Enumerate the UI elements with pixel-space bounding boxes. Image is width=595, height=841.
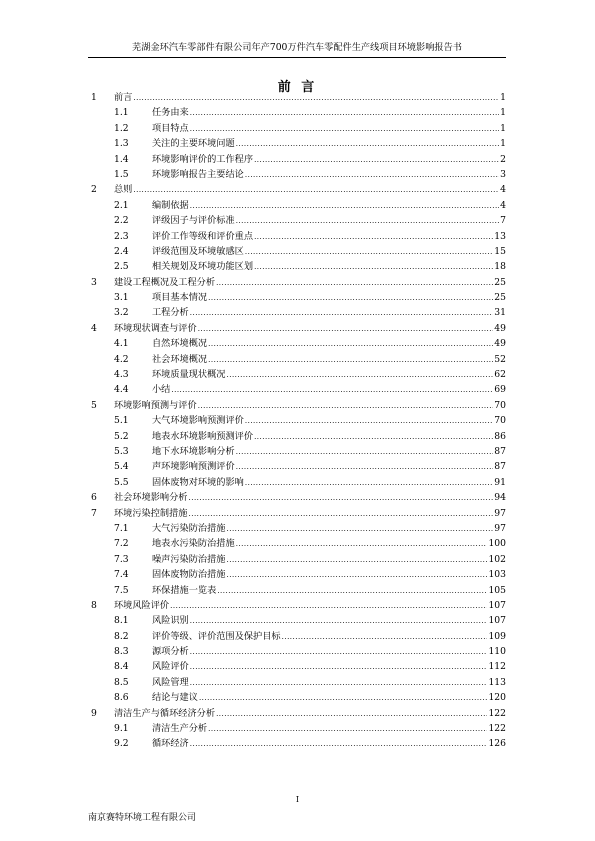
toc-entry[interactable] [88, 367, 506, 382]
toc-entry[interactable] [88, 736, 506, 751]
toc-entry-number: 7.5 [114, 584, 129, 596]
toc-entry-page: 102 [488, 553, 506, 565]
toc-entry-number: 1.5 [114, 168, 129, 180]
toc-entry-page: 107 [488, 615, 506, 627]
toc-entry-title: 编制依据 [152, 199, 189, 211]
toc-entry-page: 112 [488, 661, 506, 673]
toc-entry-page: 126 [488, 738, 506, 750]
toc-entry-page: 70 [494, 399, 506, 411]
toc-leader-dots [236, 214, 499, 229]
toc-entry-page: 94 [494, 492, 506, 504]
toc-entry-title: 关注的主要环境问题 [152, 138, 235, 150]
toc-entry-number: 1.3 [114, 138, 129, 150]
toc-entry[interactable] [88, 429, 506, 444]
toc-leader-dots [217, 584, 487, 599]
toc-entry-title: 清洁生产与循环经济分析 [114, 707, 216, 719]
toc-entry-title: 前言 [114, 92, 133, 103]
toc-entry-page: 69 [494, 384, 506, 396]
toc-entry-title: 环境质量现状概况 [152, 369, 226, 381]
toc-entry[interactable] [88, 321, 506, 336]
toc-entry-number: 4.1 [114, 338, 129, 350]
toc-entry-page: 3 [500, 168, 506, 180]
toc-entry[interactable] [88, 182, 506, 197]
toc-entry-title: 环境污染控制措施 [114, 507, 188, 519]
toc-entry-title: 声环境影响预测评价 [152, 461, 235, 473]
toc-entry-page: 4 [500, 199, 506, 211]
toc-entry-page: 1 [500, 92, 506, 103]
toc-entry-page: 2 [500, 153, 506, 165]
toc-entry-number: 8.1 [114, 615, 129, 627]
toc-entry[interactable] [88, 459, 506, 474]
toc-leader-dots [198, 322, 494, 337]
toc-entry[interactable] [88, 629, 506, 644]
toc-entry[interactable] [88, 506, 506, 521]
toc-leader-dots [189, 491, 494, 506]
toc-entry-number: 2.3 [114, 230, 129, 242]
toc-entry[interactable] [88, 398, 506, 413]
toc-entry-number: 5.4 [114, 461, 129, 473]
toc-entry[interactable] [88, 244, 506, 259]
toc-entry-title: 环境影响评价的工作程序 [152, 153, 254, 165]
toc-leader-dots [245, 414, 493, 429]
toc-entry-page: 1 [500, 138, 506, 150]
toc-entry[interactable] [88, 198, 506, 213]
toc-entry[interactable] [88, 675, 506, 690]
toc-leader-dots [208, 337, 493, 352]
toc-entry-number: 3.1 [114, 292, 129, 304]
toc-entry-title: 社会环境影响分析 [114, 492, 188, 504]
toc-entry-number: 7.2 [114, 538, 129, 550]
toc-entry[interactable] [88, 275, 506, 290]
toc-entry-number: 8.6 [114, 692, 129, 704]
header-divider [88, 57, 506, 58]
toc-entry[interactable] [88, 121, 506, 136]
toc-entry-title: 自然环境概况 [152, 338, 208, 350]
toc-entry-title: 任务由来 [152, 107, 189, 119]
toc-entry[interactable] [88, 259, 506, 274]
toc-entry[interactable] [88, 152, 506, 167]
toc-leader-dots [245, 168, 499, 183]
toc-leader-dots [236, 445, 494, 460]
toc-leader-dots [254, 153, 499, 168]
toc-entry-number: 1 [91, 92, 97, 103]
toc-entry-number: 2.4 [114, 245, 129, 257]
toc-leader-dots [170, 599, 487, 614]
table-of-contents [88, 90, 506, 752]
toc-entry-title: 评级范围及环境敏感区 [152, 245, 244, 257]
toc-leader-dots [254, 260, 493, 275]
toc-entry-page: 120 [488, 692, 506, 704]
toc-leader-dots [208, 353, 493, 368]
toc-leader-dots [171, 383, 493, 398]
toc-entry-title: 环境影响预测与评价 [114, 399, 197, 411]
toc-entry-page: 109 [488, 630, 506, 642]
toc-entry-number: 8 [91, 599, 97, 611]
toc-entry-title: 风险评价 [152, 661, 189, 673]
toc-entry-number: 9 [91, 707, 97, 719]
toc-entry-title: 固体废物防治措施 [152, 569, 226, 581]
toc-entry-page: 97 [494, 522, 506, 534]
toc-entry-page: 87 [494, 445, 506, 457]
toc-entry[interactable] [88, 690, 506, 705]
toc-entry-page: 13 [494, 230, 506, 242]
toc-entry-title: 项目基本情况 [152, 292, 208, 304]
toc-entry-title: 工程分析 [152, 307, 189, 319]
toc-entry-number: 1.4 [114, 153, 129, 165]
toc-entry-number: 8.4 [114, 661, 129, 673]
toc-entry-page: 122 [488, 723, 506, 735]
page-number: I [295, 795, 300, 804]
toc-entry-number: 5.1 [114, 415, 129, 427]
toc-entry-title: 环境风险评价 [114, 599, 170, 611]
toc-entry-page: 31 [494, 307, 506, 319]
toc-entry[interactable] [88, 567, 506, 582]
toc-entry[interactable] [88, 229, 506, 244]
toc-entry[interactable] [88, 444, 506, 459]
toc-entry-number: 7 [91, 507, 97, 519]
toc-entry[interactable] [88, 490, 506, 505]
page-title: 前 言 [277, 80, 318, 95]
toc-leader-dots [254, 430, 493, 445]
toc-entry-page: 113 [488, 676, 506, 688]
toc-leader-dots [208, 722, 487, 737]
toc-entry-number: 9.1 [114, 723, 129, 735]
toc-entry-title: 环境影响报告主要结论 [152, 168, 244, 180]
toc-leader-dots [216, 707, 487, 722]
toc-entry-title: 清洁生产分析 [152, 723, 208, 735]
toc-entry[interactable] [88, 613, 506, 628]
toc-entry-page: 122 [488, 707, 506, 719]
toc-entry-title: 相关规划及环境功能区划 [152, 261, 254, 273]
toc-leader-dots [208, 291, 493, 306]
toc-leader-dots [190, 737, 488, 752]
toc-entry-page: 49 [494, 322, 506, 334]
toc-entry-number: 2.5 [114, 261, 129, 273]
toc-entry-page: 86 [494, 430, 506, 442]
toc-leader-dots [198, 399, 494, 414]
toc-entry-number: 5.3 [114, 445, 129, 457]
toc-entry-number: 3 [91, 276, 97, 288]
toc-entry-number: 8.2 [114, 630, 129, 642]
toc-entry[interactable] [88, 290, 506, 305]
toc-entry-number: 5.2 [114, 430, 129, 442]
toc-entry[interactable] [88, 721, 506, 736]
toc-entry-page: 15 [494, 245, 506, 257]
toc-entry-number: 5 [91, 399, 97, 411]
toc-entry-title: 地表水环境影响预测评价 [152, 430, 254, 442]
toc-entry-page: 87 [494, 461, 506, 473]
toc-leader-dots [190, 306, 494, 321]
toc-leader-dots [227, 568, 488, 583]
toc-entry-page: 1 [500, 122, 506, 134]
toc-leader-dots [190, 660, 488, 675]
toc-entry-page: 110 [488, 646, 506, 658]
toc-entry-title: 项目特点 [152, 122, 189, 134]
toc-entry-title: 固体废物对环境的影响 [152, 476, 244, 488]
toc-entry-title: 环境现状调查与评价 [114, 322, 197, 334]
toc-leader-dots [227, 553, 488, 568]
toc-entry-title: 地表水污染防治措施 [152, 538, 235, 550]
toc-entry-title: 地下水环境影响分析 [152, 445, 235, 457]
toc-entry[interactable] [88, 136, 506, 151]
toc-entry[interactable] [88, 382, 506, 397]
toc-entry-number: 5.5 [114, 476, 129, 488]
toc-entry-number: 6 [91, 492, 97, 504]
toc-leader-dots [236, 137, 499, 152]
toc-entry-title: 结论与建议 [152, 692, 198, 704]
toc-entry-title: 评价等级、评价范围及保护目标 [152, 630, 281, 642]
toc-entry[interactable] [88, 536, 506, 551]
toc-leader-dots [133, 183, 499, 198]
toc-entry-number: 4.2 [114, 353, 129, 365]
toc-entry[interactable] [88, 552, 506, 567]
toc-leader-dots [190, 122, 499, 137]
toc-entry[interactable] [88, 213, 506, 228]
toc-entry-number: 1.2 [114, 122, 129, 134]
toc-entry[interactable] [88, 90, 506, 105]
toc-leader-dots [216, 276, 493, 291]
toc-leader-dots [236, 537, 488, 552]
toc-entry-page: 100 [488, 538, 506, 550]
toc-entry-page: 70 [494, 415, 506, 427]
toc-entry[interactable] [88, 413, 506, 428]
toc-entry[interactable] [88, 336, 506, 351]
toc-entry-page: 1 [500, 107, 506, 119]
toc-entry-number: 9.2 [114, 738, 129, 750]
toc-entry-number: 2 [91, 184, 97, 196]
toc-entry-number: 4 [91, 322, 97, 334]
page-header: 芜湖金环汽车零部件有限公司年产700万件汽车零配件生产线项目环境影响报告书 [132, 42, 462, 53]
toc-entry[interactable] [88, 352, 506, 367]
toc-entry-number: 4.4 [114, 384, 129, 396]
toc-entry-title: 小结 [152, 384, 171, 396]
toc-entry-number: 3.2 [114, 307, 129, 319]
toc-entry-title: 建设工程概况及工程分析 [114, 276, 216, 288]
toc-entry-page: 62 [494, 369, 506, 381]
toc-entry-page: 52 [494, 353, 506, 365]
toc-entry[interactable] [88, 598, 506, 613]
toc-entry-title: 循环经济 [152, 738, 189, 750]
toc-entry-page: 107 [488, 599, 506, 611]
toc-entry-page: 7 [500, 215, 506, 227]
toc-entry[interactable] [88, 644, 506, 659]
toc-entry-page: 103 [488, 569, 506, 581]
toc-entry-title: 评级因子与评价标准 [152, 215, 235, 227]
toc-entry[interactable] [88, 305, 506, 320]
toc-entry-page: 97 [494, 507, 506, 519]
toc-leader-dots [190, 199, 499, 214]
toc-leader-dots [199, 691, 488, 706]
toc-leader-dots [190, 106, 499, 121]
toc-entry-title: 社会环境概况 [152, 353, 208, 365]
toc-entry-number: 1.1 [114, 107, 129, 119]
toc-leader-dots [190, 614, 488, 629]
toc-entry-title: 环保措施一览表 [152, 584, 217, 596]
toc-leader-dots [189, 507, 494, 522]
toc-entry-page: 105 [488, 584, 506, 596]
toc-entry-title: 风险识别 [152, 615, 189, 627]
toc-entry-title: 噪声污染防治措施 [152, 553, 226, 565]
toc-leader-dots [236, 460, 494, 475]
toc-entry-page: 25 [494, 292, 506, 304]
toc-entry-number: 7.3 [114, 553, 129, 565]
toc-entry-title: 风险管理 [152, 676, 189, 688]
footer-company: 南京赛特环境工程有限公司 [88, 813, 197, 823]
toc-entry[interactable] [88, 167, 506, 182]
toc-entry-title: 大气环境影响预测评价 [152, 415, 244, 427]
toc-entry[interactable] [88, 583, 506, 598]
toc-leader-dots [133, 91, 499, 106]
toc-entry-number: 7.1 [114, 522, 129, 534]
toc-entry-title: 大气污染防治措施 [152, 522, 226, 534]
toc-leader-dots [190, 645, 488, 660]
toc-leader-dots [245, 245, 493, 260]
toc-entry-page: 18 [494, 261, 506, 273]
toc-entry[interactable] [88, 659, 506, 674]
toc-leader-dots [245, 476, 493, 491]
toc-entry-number: 7.4 [114, 569, 129, 581]
toc-leader-dots [227, 368, 494, 383]
toc-entry-page: 91 [494, 476, 506, 488]
toc-entry[interactable] [88, 706, 506, 721]
toc-entry-number: 2.2 [114, 215, 129, 227]
toc-entry-page: 25 [494, 276, 506, 288]
toc-leader-dots [227, 522, 494, 537]
toc-leader-dots [282, 630, 488, 645]
toc-entry[interactable] [88, 475, 506, 490]
toc-entry-page: 4 [500, 184, 506, 196]
toc-entry[interactable] [88, 105, 506, 120]
toc-entry[interactable] [88, 521, 506, 536]
toc-entry-page: 49 [494, 338, 506, 350]
toc-entry-title: 评价工作等级和评价重点 [152, 230, 254, 242]
toc-entry-number: 4.3 [114, 369, 129, 381]
toc-entry-number: 8.3 [114, 646, 129, 658]
toc-leader-dots [254, 230, 493, 245]
toc-entry-number: 8.5 [114, 676, 129, 688]
toc-entry-title: 源项分析 [152, 646, 189, 658]
toc-entry-number: 2.1 [114, 199, 129, 211]
toc-leader-dots [190, 676, 488, 691]
toc-entry-title: 总则 [114, 184, 133, 196]
